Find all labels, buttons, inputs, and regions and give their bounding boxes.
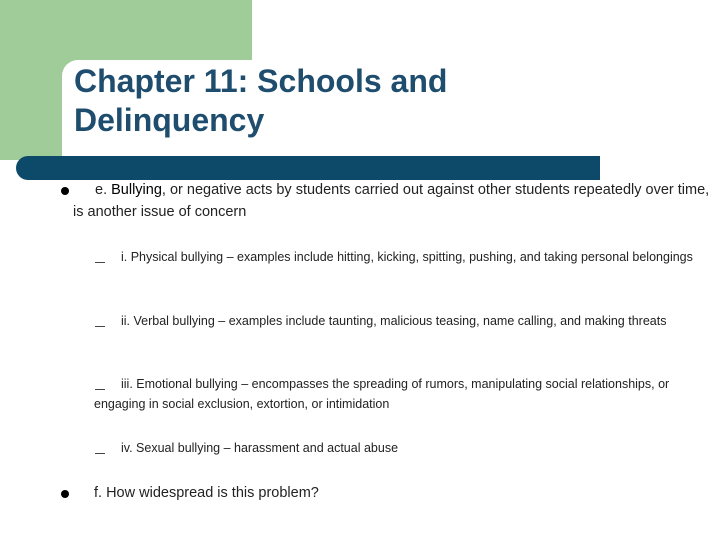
slide-title: Chapter 11: Schools and Delinquency <box>74 63 448 138</box>
sub-bullet-iii-text: iii. Emotional bullying – encompasses the spreading of rumors, manipulating social relationships, or engaging in social exclusion, extortion, or intimidation <box>94 377 670 411</box>
sub-bullet-iv <box>98 438 698 458</box>
bullet-e-term: Bullying <box>111 182 162 198</box>
sub-bullet-iii <box>94 374 718 414</box>
bullet-dot-icon <box>61 187 69 195</box>
sub-bullet-ii-text: ii. Verbal bullying – examples include taunting, malicious teasing, name calling, and making threats <box>121 314 667 328</box>
sub-bullet-ii <box>98 311 698 331</box>
bullet-e-prefix: e. <box>95 182 112 198</box>
bullet-f-text <box>94 482 694 504</box>
bullet-e-text <box>73 179 713 223</box>
bullet-f-label: f. How widespread is this problem? <box>94 485 319 501</box>
sub-bullet-i-text: i. Physical bullying – examples include hitting, kicking, spitting, pushing, and taking personal belongings <box>121 250 693 264</box>
bullet-e-rest: , or negative acts by students carried out against other students repeatedly over time, is another issue of concern <box>73 182 710 220</box>
bullet-dot-icon <box>61 490 69 498</box>
sub-bullet-i <box>98 247 698 267</box>
sub-bullet-iv-text: iv. Sexual bullying – harassment and actual abuse <box>121 441 399 455</box>
title-underline-bar <box>16 156 600 180</box>
